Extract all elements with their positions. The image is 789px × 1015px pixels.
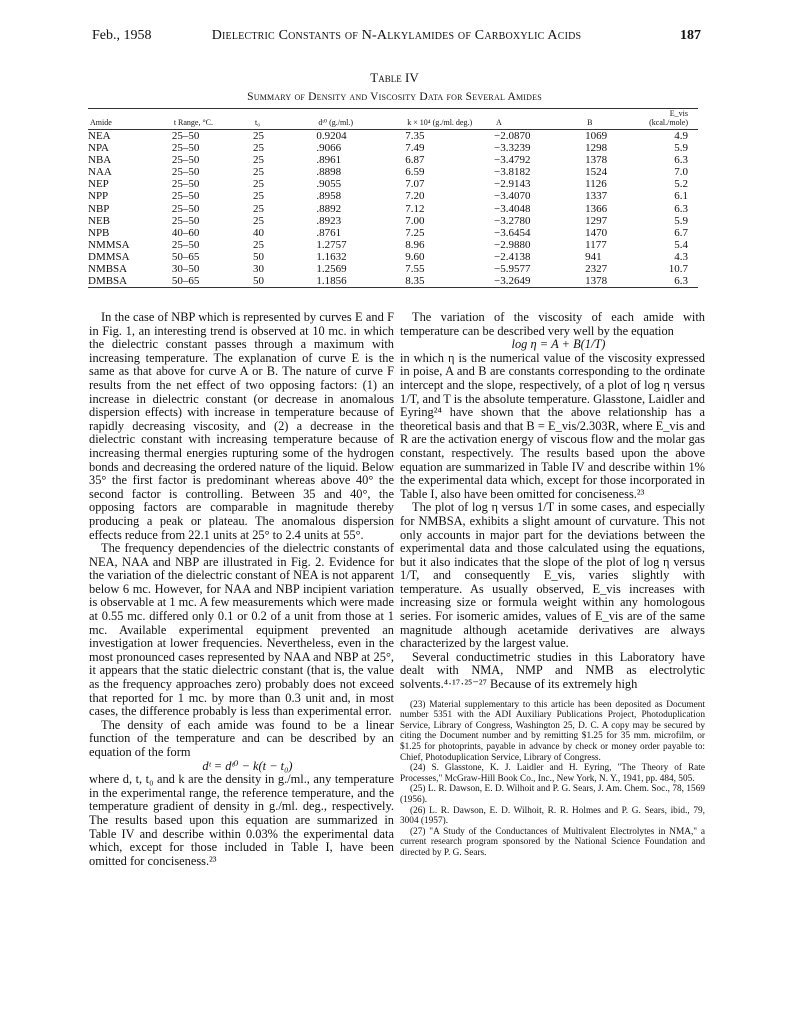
footnote: (27) "A Study of the Conductances of Multivalent Electrolytes in NMA," a current research program sponsored by the National Science Foundation and directed by P. G. Sears. <box>400 826 705 858</box>
column-header: k × 10⁴ (g./ml. deg.) <box>405 109 494 130</box>
table-cell: 7.20 <box>405 190 425 203</box>
table-cell: 6.1 <box>674 190 688 203</box>
table-cell: 1378 <box>585 154 608 167</box>
table-cell: 25 <box>253 142 265 155</box>
paragraph: In the case of NBP which is represented by curves E and F in Fig. 1, an interesting trend is observed at 10 mc. in which the dielectric constant passes through a maximum with increasing temperature. The explanation of curve E is the same as that above for curve A or B. The nature of curve F results from the net effect of two opposing factors: (1) an increase in dielectric constant (or decrease in anomalous dispersion effects) with increase in temperature because of rapidly decreasing viscosity, and (2) a decrease in the dielectric constant with increasing temperature because of increasing thermal energies rupturing some of the hydrogen bonds and decreasing the ordered nature of the liquid. Below 35° the first factor is predominant whereas above 40° the second factor is controlling. Between 35 and 40°, the opposing factors are comparable in magnitude thereby producing a peak or plateau. The anomalous dispersion effects reduce from 22.1 units at 25° to 2.4 units at 55°. <box>89 310 394 542</box>
table-row <box>88 142 698 154</box>
table-cell: 6.3 <box>674 154 688 167</box>
table-cell: 25 <box>253 214 265 227</box>
table-cell: 1470 <box>585 226 608 239</box>
table-cell: 25–50 <box>171 130 200 142</box>
table-cell: 5.2 <box>674 178 688 191</box>
table-cell: 25–50 <box>171 154 200 167</box>
table-cell: NBA <box>88 154 112 167</box>
table-row <box>88 263 698 275</box>
table-cell: 25 <box>253 130 265 142</box>
viscosity-equation: log η = A + B(1/T) <box>511 337 606 352</box>
column-header: dᵗ⁰ (g./ml.) <box>316 109 405 130</box>
table-cell: 8.35 <box>405 275 494 288</box>
table-body <box>88 130 698 288</box>
table-cell: 5.9 <box>674 142 688 155</box>
table-cell: 1297 <box>585 214 608 227</box>
table-cell: 1.2757 <box>316 238 347 251</box>
table-row <box>88 130 698 143</box>
table-cell: 5.9 <box>674 214 688 227</box>
table-cell: 25–50 <box>171 238 200 251</box>
data-table-container <box>88 108 698 288</box>
table-row <box>88 275 698 288</box>
table-cell: 50 <box>253 275 316 288</box>
table-cell: 7.35 <box>405 130 425 142</box>
table-row <box>88 215 698 227</box>
table-cell: 1524 <box>585 166 608 179</box>
table-cell: DMMSA <box>88 250 130 263</box>
paragraph: The variation of the viscosity of each amide with temperature can be described very well by the equation <box>400 310 705 338</box>
table-cell: −3.6454 <box>494 226 531 239</box>
column-header: t Range, °C. <box>172 109 253 130</box>
table-cell: −2.9143 <box>494 178 531 191</box>
table-cell: −5.9577 <box>494 263 531 276</box>
table-cell: .8892 <box>316 202 342 215</box>
table-cell: 25–50 <box>171 166 200 179</box>
table-cell: 2327 <box>585 263 608 276</box>
table-cell: 6.87 <box>405 154 425 167</box>
table-cell: NEA <box>88 130 111 142</box>
table-cell: 25–50 <box>171 190 200 203</box>
footnotes <box>400 700 705 859</box>
table-cell: 25 <box>253 190 265 203</box>
table-cell: 30 <box>253 263 265 276</box>
table-cell: 4.9 <box>674 130 688 142</box>
table-cell: −2.4138 <box>494 250 531 263</box>
table-cell: NEB <box>88 214 110 227</box>
table-cell: 941 <box>585 250 602 263</box>
table-cell: 7.0 <box>674 166 688 179</box>
table-cell: 30–50 <box>171 263 200 276</box>
data-table <box>88 108 698 288</box>
table-cell: 6.7 <box>674 226 688 239</box>
table-cell: 1.1632 <box>316 250 347 263</box>
table-cell: −3.4048 <box>494 202 531 215</box>
column-header: E_vis (kcal./mole) <box>647 109 698 130</box>
table-cell: DMBSA <box>88 275 172 288</box>
table-cell: 6.3 <box>647 275 698 288</box>
table-cell: 25–50 <box>171 202 200 215</box>
table-cell: −3.8182 <box>494 166 531 179</box>
table-cell: 10.7 <box>668 263 688 276</box>
table-cell: 25 <box>253 166 265 179</box>
table-row <box>88 154 698 166</box>
column-header: A <box>494 109 585 130</box>
table-cell: 1337 <box>585 190 608 203</box>
table-cell: 7.07 <box>405 178 425 191</box>
footnote: (25) L. R. Dawson, E. D. Wilhoit and P. G. Sears, J. Am. Chem. Soc., 78, 1569 (1956). <box>400 784 705 805</box>
table-cell: 7.49 <box>405 142 425 155</box>
table-cell: 1126 <box>585 178 607 191</box>
table-cell: .8923 <box>316 214 342 227</box>
footnote: (26) L. R. Dawson, E. D. Wilhoit, R. R. Holmes and P. G. Sears, ibid., 79, 3004 (1957). <box>400 805 705 827</box>
table-row <box>88 239 698 251</box>
paragraph: where d, t, t₀ and k are the density in g./ml., any temperature in the experimental range, the reference temperature, and the temperature gradient of density in g./ml. deg., respectively. The results based upon this equation are summarized in Table IV and describe within 0.03% the experimental data which, except for those included in Table I, have been omitted for conciseness.²³ <box>89 772 394 868</box>
table-cell: 25–50 <box>171 142 200 155</box>
table-cell: −3.4070 <box>494 190 531 203</box>
table-cell: 1378 <box>585 275 647 288</box>
table-row <box>88 166 698 178</box>
table-cell: 40–60 <box>171 226 200 239</box>
table-cell: 8.96 <box>405 238 425 251</box>
table-title: Summary of Density and Viscosity Data for Several Amides <box>247 91 542 103</box>
table-cell: 25 <box>253 238 265 251</box>
table-cell: 50–65 <box>172 275 253 288</box>
table-cell: .9066 <box>316 142 342 155</box>
table-cell: NPA <box>88 142 109 155</box>
table-cell: 4.3 <box>674 250 688 263</box>
table-cell: NAA <box>88 166 112 179</box>
table-cell: 50 <box>253 250 265 263</box>
table-cell: 1298 <box>585 142 608 155</box>
right-column <box>400 311 705 859</box>
table-cell: 7.55 <box>405 263 425 276</box>
paragraph: in which η is the numerical value of the viscosity expressed in poise, A and B are constants corresponding to the ordinate intercept and the slope, respectively, of a plot of log η versus 1/T, and T is the absolute temperature. Glasstone, Laidler and Eyring²⁴ have shown that the above relationship has a theoretical basis and that B = E_vis/2.303R, where E_vis and R are the activation energy of viscous flow and the molar gas constant, respectively. The results based upon the above equation are summarized in Table IV and describe within 1% the experimental data which, except for those incorporated in Table I, also have been omitted for conciseness.²³ <box>400 350 705 501</box>
table-cell: 7.00 <box>405 214 425 227</box>
table-cell: −3.4792 <box>494 154 531 167</box>
footnote: (24) S. Glasstone, K. J. Laidler and H. Eyring, "The Theory of Rate Processes," McGraw-Hill Book Co., Inc., New York, N. Y., 1941, pp. 484, 505. <box>400 763 705 784</box>
table-label: Table IV <box>370 70 419 85</box>
table-cell: 1069 <box>585 130 608 142</box>
table-cell: 5.4 <box>674 238 688 251</box>
table-cell: .8961 <box>316 154 342 167</box>
table-cell: .8761 <box>316 226 342 239</box>
table-row <box>88 227 698 239</box>
table-cell: NBP <box>88 202 110 215</box>
table-cell: .8958 <box>316 190 342 203</box>
column-header: Amide <box>88 109 172 130</box>
table-cell: −2.0870 <box>494 130 531 142</box>
table-cell: 7.25 <box>405 226 425 239</box>
page-header <box>92 28 701 50</box>
table-row <box>88 203 698 215</box>
table-cell: 25–50 <box>171 178 200 191</box>
table-cell: 25 <box>253 154 265 167</box>
table-cell: 1.1856 <box>316 275 405 288</box>
table-row <box>88 178 698 190</box>
table-cell: 0.9204 <box>316 130 347 142</box>
table-cell: .8898 <box>316 166 342 179</box>
issue-date: Feb., 1958 <box>92 28 152 43</box>
paragraph: The density of each amide was found to be a linear function of the temperature and can be described by an equation of the form <box>89 717 394 759</box>
column-header: B <box>585 109 647 130</box>
page-number: 187 <box>680 28 701 43</box>
table-cell: 25 <box>253 178 265 191</box>
table-cell: 1.2569 <box>316 263 347 276</box>
table-cell: 7.12 <box>405 202 425 215</box>
table-cell: 1177 <box>585 238 607 251</box>
paragraph: The plot of log η versus 1/T in some cases, and especially for NMBSA, exhibits a slight amount of curvature. This not only accounts in major part for the deviations between the experimental data and those calculated using the equations, but it also indicates that the slope of the plot of log η versus 1/T, and consequently E_vis, varies slightly with temperature. As usually observed, E_vis increases with increasing size or formula weight within any homologous series. For isomeric amides, values of E_vis are of the same magnitude although acetamide derivatives are always characterized by the largest value. <box>400 500 705 651</box>
table-cell: NMMSA <box>88 238 130 251</box>
paragraph: Several conductimetric studies in this Laboratory have dealt with NMA, NMP and NMB as electrolytic solvents.⁴·¹⁷·²⁵⁻²⁷ Because of its extremely high <box>400 649 705 692</box>
table-cell: 25–50 <box>171 214 200 227</box>
table-cell: 6.59 <box>405 166 425 179</box>
running-title: Dielectric Constants of N-Alkylamides of Carboxylic Acids <box>211 28 582 43</box>
left-column <box>89 311 394 868</box>
density-equation: dᵗ = dᵗ⁰ − k(t − t₀) <box>202 758 293 773</box>
table-cell: 9.60 <box>405 250 425 263</box>
table-cell: .9055 <box>316 178 342 191</box>
column-header: t₀ <box>253 109 316 130</box>
table-cell: NPB <box>88 226 110 239</box>
table-cell: −2.9880 <box>494 238 531 251</box>
table-cell: 50–65 <box>171 250 200 263</box>
table-header-row <box>88 109 698 130</box>
table-cell: −3.3239 <box>494 142 531 155</box>
table-cell: NMBSA <box>88 263 128 276</box>
table-cell: −3.2649 <box>494 275 585 288</box>
table-cell: 1366 <box>585 202 608 215</box>
table-cell: 40 <box>253 226 265 239</box>
paragraph: The frequency dependencies of the dielectric constants of NEA, NAA and NBP are illustrated in Fig. 2. Evidence for the variation of the dielectric constant of NEA is not apparent below 6 mc. However, for NAA and NBP incipient variation is observable at 1 mc. A few measurements which were made at 0.55 mc. differed only 0.1 or 0.2 of a unit from those at 1 mc. Available experimental equipment prevented an investigation at lower frequencies. Nevertheless, even in the most pronounced cases represented by NAA and NBP at 25°, it appears that the static dielectric constant (that is, the value as the frequency approaches zero) probably does not exceed that reported for 1 mc. by more than 0.3 unit and, in most cases, the difference probably is less than experimental error. <box>89 541 394 719</box>
table-cell: −3.2780 <box>494 214 531 227</box>
table-row <box>88 251 698 263</box>
table-row <box>88 190 698 202</box>
table-cell: 25 <box>253 202 265 215</box>
table-cell: NPP <box>88 190 109 203</box>
footnote: (23) Material supplementary to this article has been deposited as Document number 5351 with the ADI Auxiliary Publications Project, Photoduplication Service, Library of Congress, Washington 25, D. C. A copy may be secured by citing the Document number and by remitting $1.25 for 35 mm. microfilm, or $1.25 for photoprints, payable in advance by check or money order payable to: Chief, Photoduplication Service, Library of Congress. <box>400 699 705 763</box>
table-cell: NEP <box>88 178 109 191</box>
table-cell: 6.3 <box>674 202 688 215</box>
